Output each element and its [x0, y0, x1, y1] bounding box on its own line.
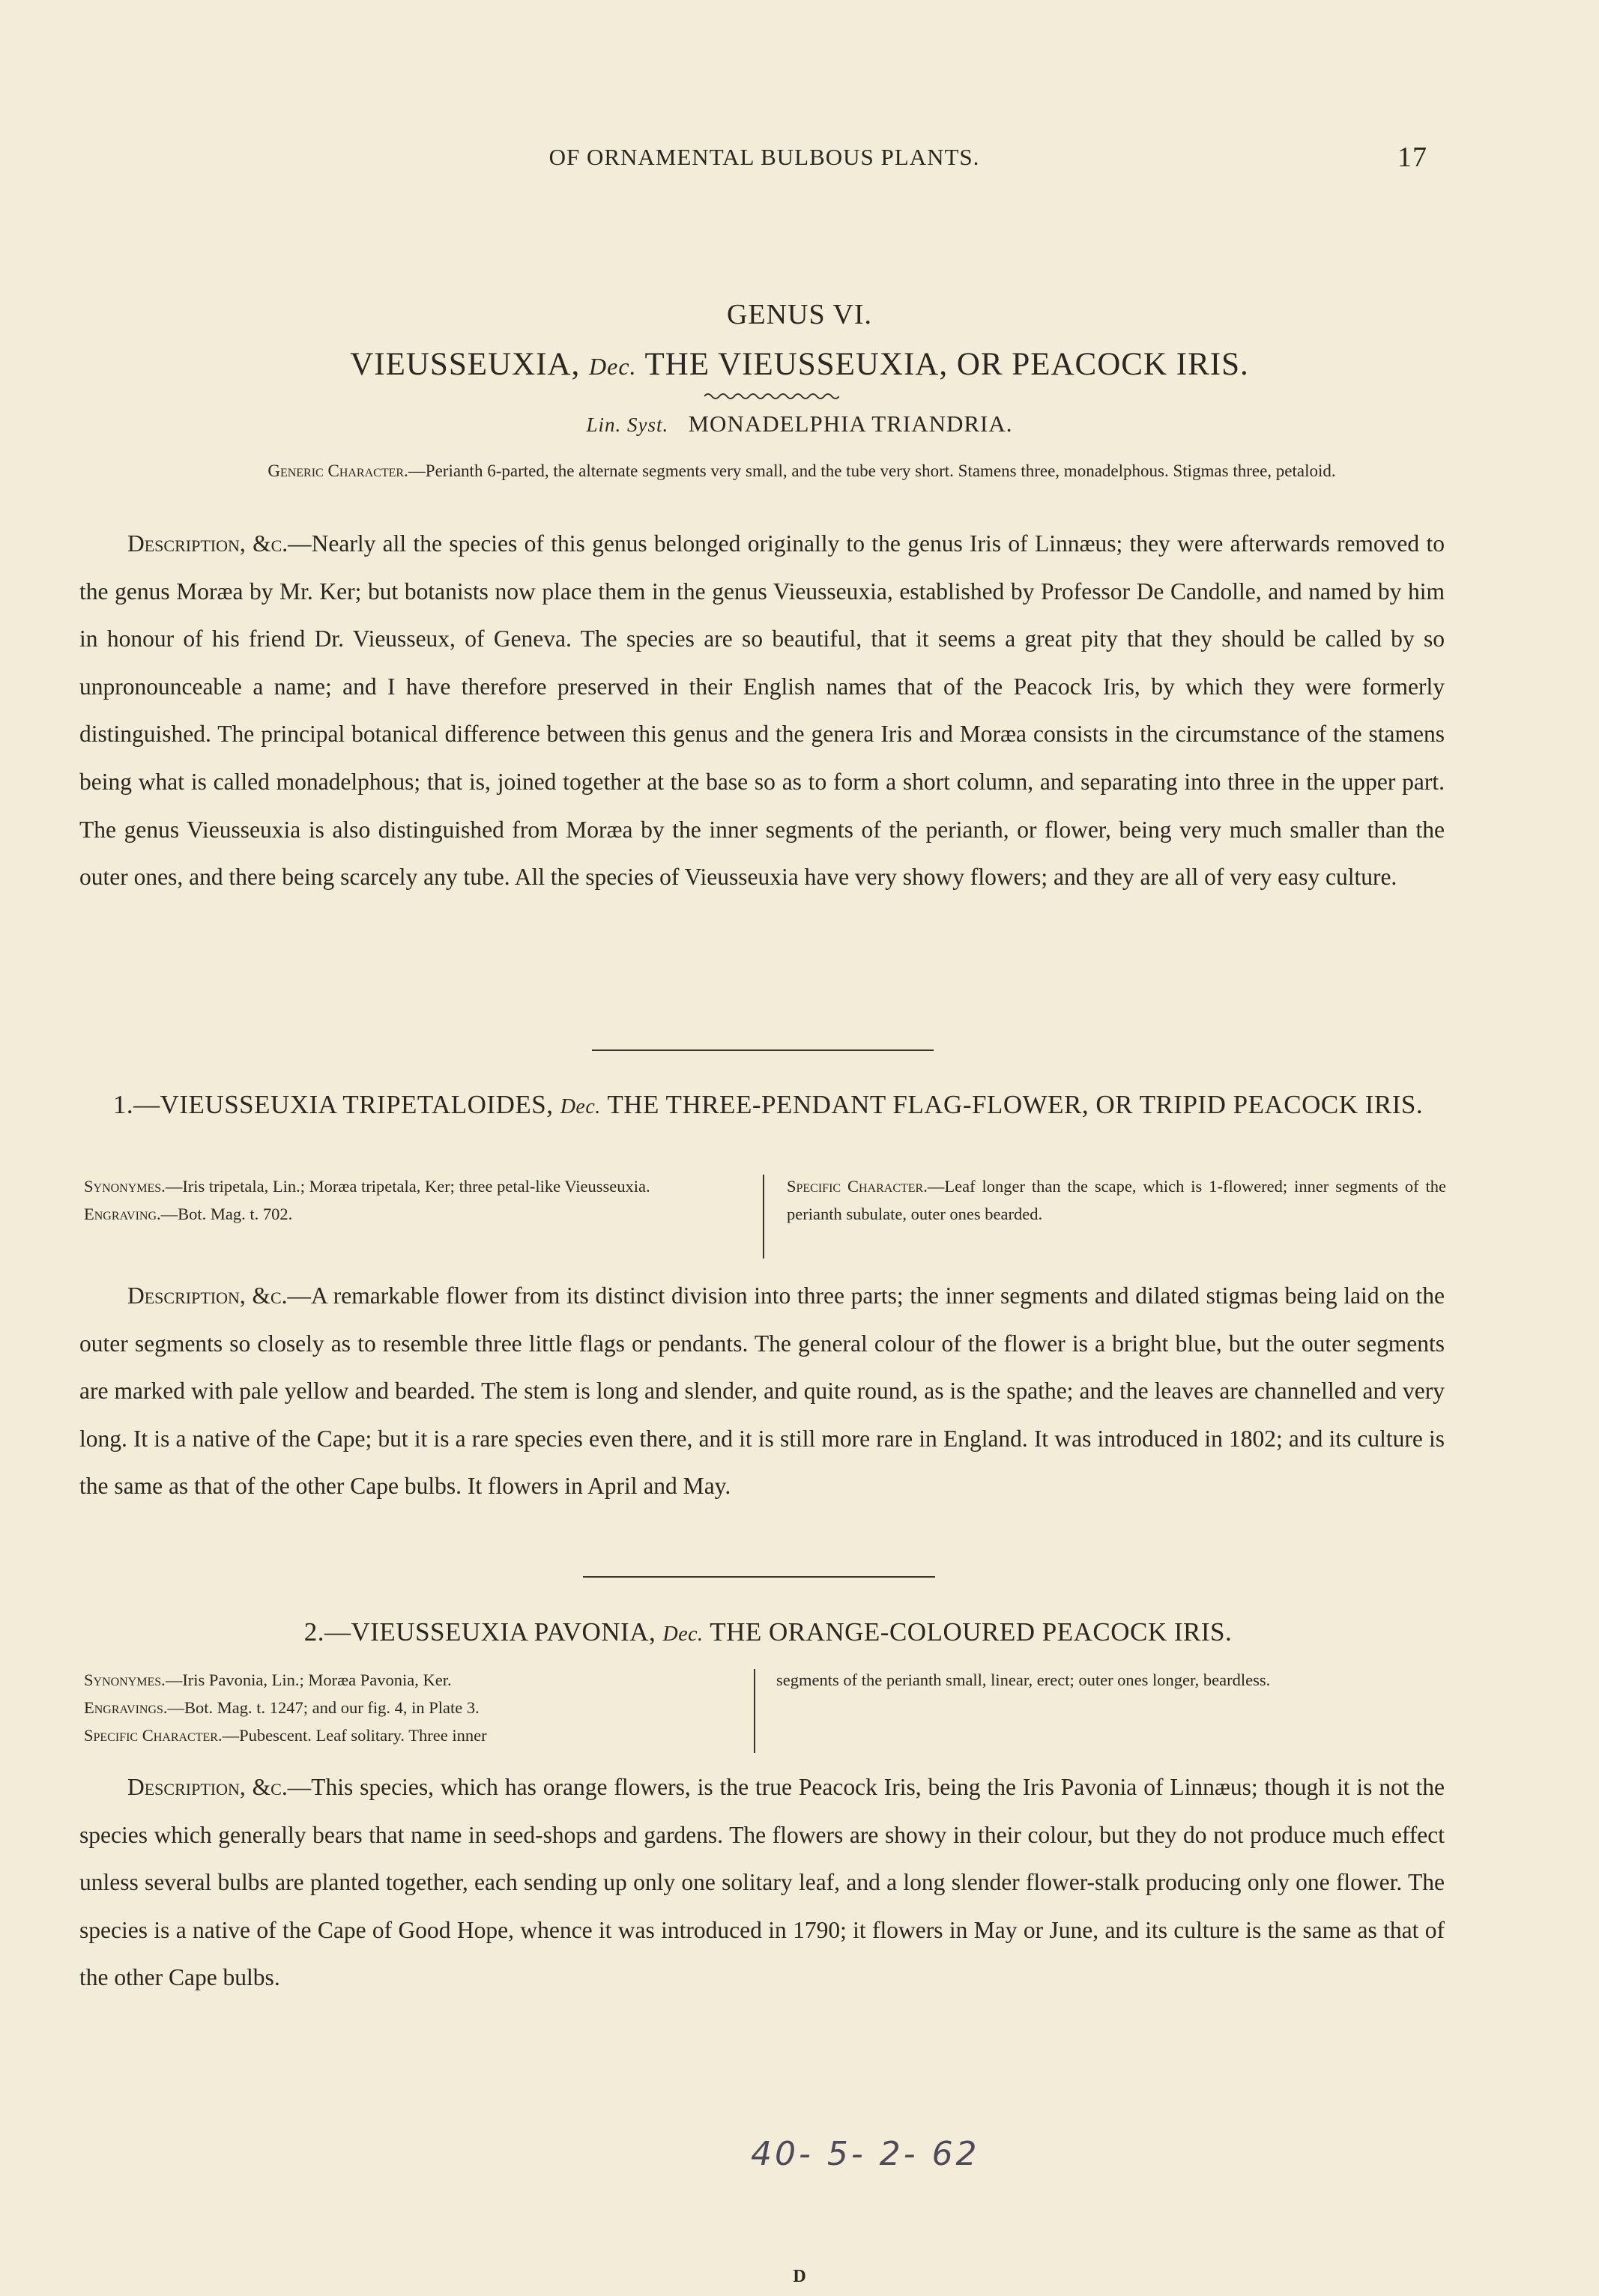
species2-specific-continued: segments of the perianth small, linear, erect; outer ones longer, beardless. — [776, 1670, 1271, 1689]
species2-engravings: Engravings.—Bot. Mag. t. 1247; and our fig. 4, in Plate 3. — [84, 1698, 480, 1717]
species2-synonymes: Synonymes.—Iris Pavonia, Lin.; Moræa Pavonia, Ker. — [84, 1670, 452, 1689]
species1-common-name: THE THREE-PENDANT FLAG-FLOWER, OR TRIPID PEACOCK IRIS. — [607, 1090, 1424, 1119]
species1-synonymes-column — [84, 1172, 743, 1228]
page-number: 17 — [1397, 142, 1427, 173]
species1-description-label: Description, &c. — [127, 1282, 288, 1309]
lin-syst-label: Lin. Syst. — [586, 414, 669, 436]
species1-authority: Dec. — [560, 1095, 601, 1118]
species1-description-text: —A remarkable flower from its distinct division into three parts; the inner segments and dilated stigmas being laid on the outer segments so closely as to resemble three little flags or pendants. The general colour of the flower is a bright blue, but the outer segments are marked with pale yellow and bearded. The stem is long and slender, and quite round, as is the spathe; and the leaves are channelled and very long. It is a native of the Cape; but it is a rare species even there, and it is still more rare in England. It was introduced in 1802; and its culture is the same as that of the other Cape bulbs. It flowers in April and May. — [79, 1282, 1445, 1500]
species2-specific-character: Specific Character.—Pubescent. Leaf solitary. Three inner — [84, 1726, 487, 1745]
column-divider — [754, 1669, 755, 1753]
species2-description-text: —This species, which has orange flowers, is the true Peacock Iris, being the Iris Pavonia of Linnæus; though it is not the species which generally bears that name in seed-shops and gardens. The flowers are showy in their colour, but they do not produce much effect unless several bulbs are planted together, each sending up only one solitary leaf, and a long slender flower-stalk producing only one flower. The species is a native of the Cape of Good Hope, whence it was introduced in 1790; it flowers in May or June, and its culture is the same as that of the other Cape bulbs. — [79, 1774, 1445, 1991]
species2-common-name: THE ORANGE-COLOURED PEACOCK IRIS. — [710, 1617, 1233, 1647]
genus-description — [79, 520, 1445, 901]
genus-common-name: THE VIEUSSEUXIA, OR PEACOCK IRIS. — [644, 347, 1249, 382]
generic-character — [82, 455, 1521, 486]
species2-description — [79, 1763, 1445, 2002]
running-title: OF ORNAMENTAL BULBOUS PLANTS. — [548, 144, 980, 170]
section-rule — [583, 1576, 935, 1578]
description-text: —Nearly all the species of this genus belonged originally to the genus Iris of Linnæus; they were afterwards removed to the genus Moræa by Mr. Ker; but botanists now place them in the genus Vieusseuxia, established by Professor De Candolle, and named by him in honour of his friend Dr. Vieusseux, of Geneva. The species are so beautiful, that it seems a great pity that they should be called by so unpronounceable a name; and I have therefore preserved in their English names that of the Peacock Iris, by which they were formerly distinguished. The principal botanical difference between this genus and the genera Iris and Moræa consists in the circumstance of the stamens being what is called monadelphous; that is, joined together at the base so as to form a short column, and separating into three in the upper part. The genus Vieusseuxia is also distinguished from Moræa by the inner segments of the perianth, or flower, being very much smaller than the outer ones, and there being scarcely any tube. All the species of Vieusseuxia have very showy flowers; and they are all of very easy culture. — [79, 530, 1445, 891]
genus-authority: Dec. — [589, 353, 637, 380]
lin-syst-value: MONADELPHIA TRIANDRIA. — [688, 411, 1013, 437]
species2-authority: Dec. — [662, 1623, 704, 1646]
species1-synonymes: Synonymes.—Iris tripetala, Lin.; Moræa tripetala, Ker; three petal-like Vieusseuxia. — [84, 1177, 650, 1196]
signature-mark: D — [793, 2267, 806, 2286]
species1-description — [79, 1272, 1445, 1510]
column-divider — [763, 1175, 764, 1258]
wavy-ornament — [704, 391, 839, 402]
handwritten-note: 40- 5- 2- 62 — [751, 2135, 980, 2173]
section-rule — [592, 1049, 934, 1051]
description-label: Description, &c. — [127, 530, 288, 557]
linnaean-system — [0, 411, 1599, 437]
species2-heading — [82, 1615, 1454, 1651]
genus-name: VIEUSSEUXIA, — [350, 347, 581, 382]
species2-description-label: Description, &c. — [127, 1774, 288, 1800]
species2-name: 2.—VIEUSSEUXIA PAVONIA, — [303, 1617, 656, 1647]
species1-engraving: Engraving.—Bot. Mag. t. 702. — [84, 1205, 293, 1223]
generic-label: Generic Character. — [267, 461, 408, 480]
species1-specific-character: Specific Character.—Leaf longer than the scape, which is 1-flowered; inner segments of the perianth subulate, outer ones bearded. — [787, 1177, 1446, 1223]
genus-title — [0, 346, 1599, 383]
species1-name: 1.—VIEUSSEUXIA TRIPETALOIDES, — [112, 1090, 554, 1119]
species1-heading — [82, 1088, 1454, 1124]
genus-number: GENUS VI. — [726, 299, 873, 330]
species2-synonymes-column — [84, 1666, 743, 1749]
generic-text: —Perianth 6-parted, the alternate segments very small, and the tube very short. Stamens three, monadelphous. Stigmas three, petaloid. — [408, 461, 1336, 480]
